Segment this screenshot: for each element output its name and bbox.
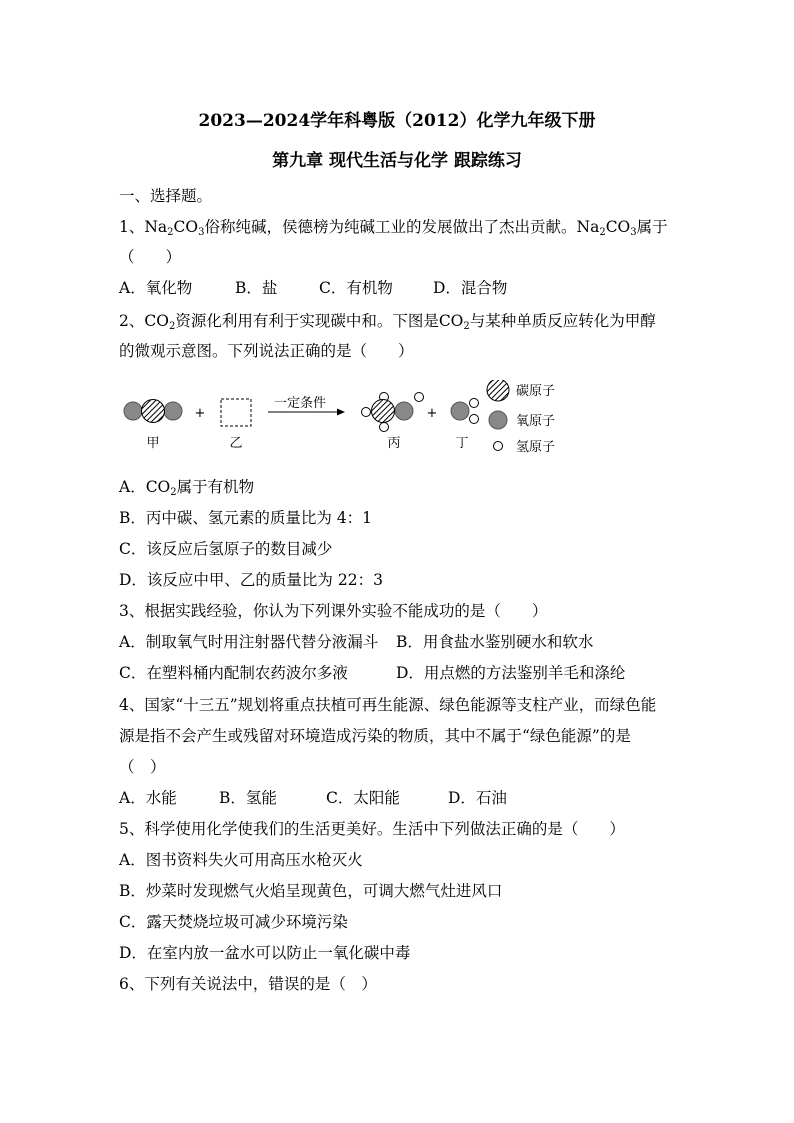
methanol-molecule (362, 393, 424, 432)
water-molecule (451, 399, 479, 424)
option-c: C．在塑料桶内配制农药波尔多液 (119, 664, 348, 682)
question-4-options (119, 787, 507, 809)
question-6-stem: 6、下列有关说法中，错误的是（ ） (119, 975, 377, 993)
legend-hydrogen-icon (494, 442, 503, 451)
legend-oxygen-icon (489, 411, 507, 429)
question-2-stem-line2: 的微观示意图。下列说法正确的是（ ） (119, 342, 414, 360)
question-4-stem-line2: 源是指不会产生或残留对环境造成污染的物质，其中不属于“绿色能源”的是 (119, 727, 631, 745)
option-c: C．有机物 (319, 279, 393, 297)
question-3-options-row1 (119, 631, 593, 653)
question-5-stem: 5、科学使用化学使我们的生活更美好。生活中下列做法正确的是（ ） (119, 820, 625, 838)
option-b: B．用食盐水鉴别硬水和软水 (396, 633, 594, 651)
label-jia: 甲 (146, 436, 160, 451)
legend-hydrogen: 氢原子 (516, 440, 556, 455)
label-ding: 丁 (455, 436, 469, 451)
question-2-option-c: C．该反应后氢原子的数目减少 (119, 540, 333, 558)
option-d: D．混合物 (433, 279, 508, 297)
question-2-option-d: D．该反应中甲、乙的质量比为 22：3 (119, 571, 383, 589)
question-2-option-a: A．$CO_2$属于有机物 (119, 478, 255, 498)
option-c: C．太阳能 (326, 789, 400, 807)
question-2-option-b: B．丙中碳、氢元素的质量比为 4：1 (119, 509, 373, 527)
reaction-arrow-head (337, 409, 345, 416)
legend-carbon: 碳原子 (516, 384, 556, 399)
worksheet-title: 2023—2024学年科粤版（2012）化学九年级下册 (198, 111, 596, 131)
option-a: A．氧化物 (119, 279, 193, 297)
question-4-paren: （ ） (119, 758, 166, 776)
section-heading: 一、选择题。 (119, 187, 213, 205)
reaction-micro-diagram (119, 380, 679, 460)
option-b: B．氢能 (219, 789, 277, 807)
plus-sign-1: + (194, 406, 206, 421)
unknown-substance-box (221, 399, 251, 426)
label-yi: 乙 (229, 436, 243, 451)
label-bing: 丙 (387, 436, 401, 451)
option-d: D．用点燃的方法鉴别羊毛和涤纶 (396, 664, 626, 682)
option-b: B．盐 (235, 279, 278, 297)
option-a: A．水能 (119, 789, 177, 807)
question-1-stem: 1、$Na_2CO_3$俗称纯碱，侯德榜为纯碱工业的发展做出了杰出贡献。$Na_2CO_3$属于 (119, 218, 668, 238)
question-5-option-b: B．炒菜时发现燃气火焰呈现黄色，可调大燃气灶进风口 (119, 882, 503, 900)
question-3-stem: 3、根据实践经验，你认为下列课外实验不能成功的是（ ） (119, 602, 548, 620)
question-4-stem-line1: 4、国家“十三五”规划将重点扶植可再生能源、绿色能源等支柱产业，而绿色能 (119, 696, 657, 714)
reaction-condition: 一定条件 (273, 396, 327, 411)
question-1-paren: （ ） (119, 248, 182, 266)
question-5-option-c: C．露天焚烧垃圾可减少环境污染 (119, 913, 348, 931)
plus-sign-2: + (426, 406, 438, 421)
question-5-option-d: D．在室内放一盆水可以防止一氧化碳中毒 (119, 944, 411, 962)
question-5-option-a: A．图书资料失火可用高压水枪灭火 (119, 851, 363, 869)
question-1-options (119, 277, 507, 299)
option-d: D．石油 (448, 789, 507, 807)
question-3-options-row2 (119, 662, 625, 684)
legend-carbon-icon (487, 380, 509, 401)
option-a: A．制取氧气时用注射器代替分液漏斗 (119, 633, 379, 651)
question-2-stem-line1: 2、$CO_2$资源化利用有利于实现碳中和。下图是$CO_2$与某种单质反应转化为甲醇 (119, 312, 656, 332)
co2-molecule (124, 400, 182, 423)
legend-oxygen: 氧原子 (516, 414, 556, 429)
chapter-title: 第九章 现代生活与化学 跟踪练习 (272, 151, 522, 171)
